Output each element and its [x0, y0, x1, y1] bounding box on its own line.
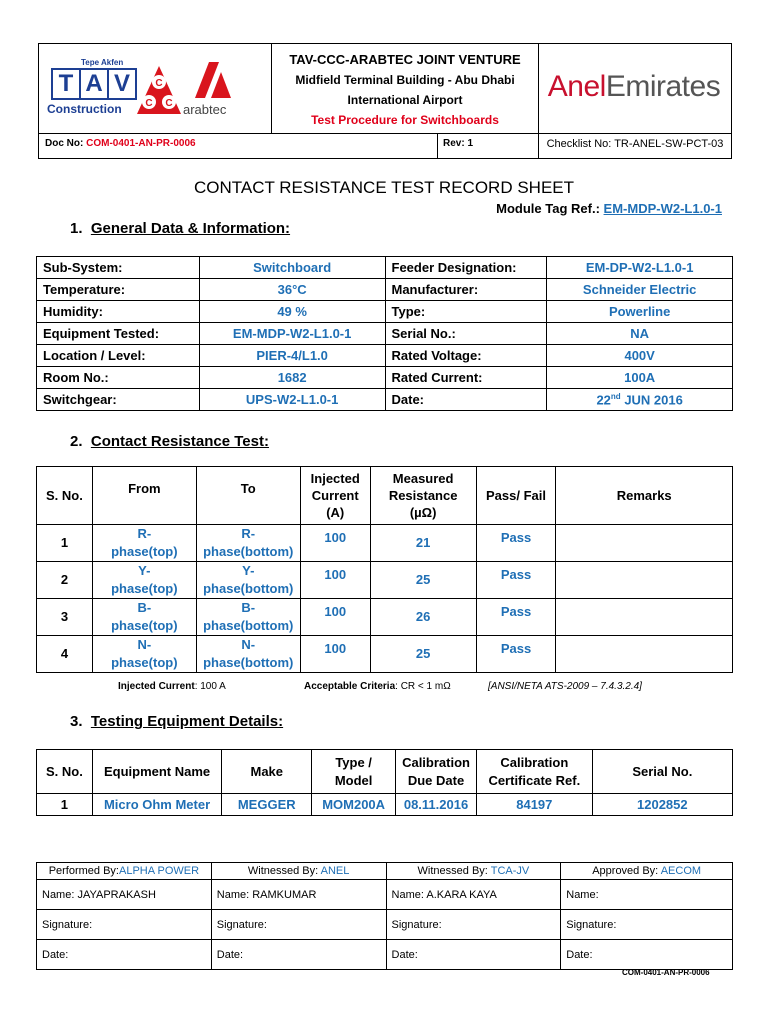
row-current: 100 — [300, 562, 370, 599]
col-eq-cal-due: Calibration Due Date — [396, 750, 477, 794]
header-titles — [272, 50, 538, 130]
general-row — [37, 279, 733, 301]
row-remarks — [556, 525, 733, 562]
signoff-header: Approved By: AECOM — [561, 863, 733, 880]
project-location: International Airport — [347, 93, 463, 107]
field-label: Humidity: — [37, 301, 200, 323]
row-to: Y- phase(bottom) — [196, 562, 300, 599]
row-sno: 1 — [37, 525, 93, 562]
arabtec-logo-icon — [187, 58, 235, 102]
col-from: From — [92, 467, 196, 525]
field-label: Temperature: — [37, 279, 200, 301]
row-result: Pass — [476, 525, 556, 562]
anel-emirates-logo: AnelEmirates — [547, 70, 721, 103]
section-3-title: 3. Testing Equipment Details: — [70, 713, 284, 730]
page-title: CONTACT RESISTANCE TEST RECORD SHEET — [193, 178, 575, 197]
general-data-table — [36, 256, 733, 411]
general-row — [37, 367, 733, 389]
field-label: Feeder Designation: — [385, 257, 547, 279]
row-result: Pass — [476, 599, 556, 636]
field-label: Location / Level: — [37, 345, 200, 367]
col-remarks: Remarks — [556, 467, 733, 525]
field-value: 100A — [547, 367, 733, 389]
signoff-signature-cell: Signature: — [561, 910, 733, 940]
row-sno: 4 — [37, 636, 93, 673]
contractor-logo: Tepe Akfen T A V Construction C C C arabtec — [47, 58, 262, 120]
field-label: Rated Current: — [385, 367, 547, 389]
signoff-date-cell: Date: — [211, 940, 386, 970]
signoff-row — [37, 910, 733, 940]
signoff-date-cell: Date: — [561, 940, 733, 970]
row-from: B- phase(top) — [92, 599, 196, 636]
row-current: 100 — [300, 599, 370, 636]
row-result: Pass — [476, 562, 556, 599]
signoff-date-cell: Date: — [386, 940, 561, 970]
eq-cal-due: 08.11.2016 — [396, 794, 477, 816]
testing-equipment-table — [36, 749, 733, 816]
col-eq-serial: Serial No. — [592, 750, 732, 794]
signoff-header: Performed By:ALPHA POWER — [37, 863, 212, 880]
signoff-date-cell: Date: — [37, 940, 212, 970]
row-resistance: 25 — [370, 636, 476, 673]
signoff-row — [37, 940, 733, 970]
signoff-name-cell: Name: — [561, 880, 733, 910]
eq-type: MOM200A — [312, 794, 396, 816]
eq-serial: 1202852 — [592, 794, 732, 816]
signoff-header: Witnessed By: TCA-JV — [386, 863, 561, 880]
contact-resistance-table — [36, 466, 733, 673]
general-row — [37, 323, 733, 345]
col-eq-cal-cert: Calibration Certificate Ref. — [476, 750, 592, 794]
row-sno: 2 — [37, 562, 93, 599]
procedure-name: Test Procedure for Switchboards — [311, 113, 499, 127]
svg-text:C: C — [155, 78, 163, 89]
col-eq-type: Type / Model — [312, 750, 396, 794]
field-value: Schneider Electric — [547, 279, 733, 301]
row-from: N- phase(top) — [92, 636, 196, 673]
field-label: Room No.: — [37, 367, 200, 389]
signoff-name-cell: Name: RAMKUMAR — [211, 880, 386, 910]
row-from: Y- phase(top) — [92, 562, 196, 599]
row-current: 100 — [300, 636, 370, 673]
table-row — [37, 636, 733, 673]
row-remarks — [556, 599, 733, 636]
field-label: Sub-System: — [37, 257, 200, 279]
eq-name: Micro Ohm Meter — [92, 794, 222, 816]
checklist-no: Checklist No: TR-ANEL-SW-PCT-03 — [546, 138, 724, 150]
eq-cal-cert: 84197 — [476, 794, 592, 816]
signoff-signature-cell: Signature: — [386, 910, 561, 940]
jv-name: TAV-CCC-ARABTEC JOINT VENTURE — [289, 52, 521, 67]
module-tag-ref: Module Tag Ref.: EM-MDP-W2-L1.0-1 — [496, 201, 722, 216]
footer-doc-ref: COM-0401-AN-PR-0006 — [622, 968, 710, 977]
col-sno: S. No. — [37, 467, 93, 525]
field-value: 1682 — [199, 367, 385, 389]
col-to: To — [196, 467, 300, 525]
field-label: Switchgear: — [37, 389, 200, 411]
row-resistance: 21 — [370, 525, 476, 562]
field-value: UPS-W2-L1.0-1 — [199, 389, 385, 411]
table-row — [37, 599, 733, 636]
general-row — [37, 301, 733, 323]
section-1-title: 1. General Data & Information: — [70, 220, 291, 237]
eq-sno: 1 — [37, 794, 93, 816]
row-remarks — [556, 636, 733, 673]
row-current: 100 — [300, 525, 370, 562]
field-value: EM-MDP-W2-L1.0-1 — [199, 323, 385, 345]
test-notes: Injected Current: 100 A — [118, 681, 226, 692]
doc-no: Doc No: COM-0401-AN-PR-0006 — [45, 138, 196, 149]
general-row — [37, 257, 733, 279]
row-sno: 3 — [37, 599, 93, 636]
col-measured-resistance: Measured Resistance (µΩ) — [370, 467, 476, 525]
ccc-logo-icon — [135, 64, 183, 116]
revision: Rev: 1 — [443, 138, 474, 149]
field-value: 49 % — [199, 301, 385, 323]
col-injected-current: Injected Current (A) — [300, 467, 370, 525]
signoff-signature-cell: Signature: — [37, 910, 212, 940]
field-label: Manufacturer: — [385, 279, 547, 301]
field-value: 400V — [547, 345, 733, 367]
document-header — [38, 43, 732, 159]
field-value: PIER-4/L1.0 — [199, 345, 385, 367]
field-value: Switchboard — [199, 257, 385, 279]
col-eq-make: Make — [222, 750, 312, 794]
general-row — [37, 345, 733, 367]
signoff-signature-cell: Signature: — [211, 910, 386, 940]
col-pass-fail: Pass/ Fail — [476, 467, 556, 525]
signoff-name-cell: Name: JAYAPRAKASH — [37, 880, 212, 910]
field-value: 36°C — [199, 279, 385, 301]
section-2-title: 2. Contact Resistance Test: — [70, 433, 269, 450]
field-label: Equipment Tested: — [37, 323, 200, 345]
col-eq-sno: S. No. — [37, 750, 93, 794]
field-value: EM-DP-W2-L1.0-1 — [547, 257, 733, 279]
svg-text:C: C — [165, 98, 173, 109]
tav-logo-mark: T A V — [51, 68, 137, 100]
row-resistance: 25 — [370, 562, 476, 599]
svg-text:C: C — [145, 98, 153, 109]
field-label: Type: — [385, 301, 547, 323]
field-label: Serial No.: — [385, 323, 547, 345]
acceptance-criteria: Acceptable Criteria: CR < 1 mΩ — [304, 681, 451, 692]
field-value: Powerline — [547, 301, 733, 323]
row-from: R- phase(top) — [92, 525, 196, 562]
signoff-name-cell: Name: A.KARA KAYA — [386, 880, 561, 910]
row-resistance: 26 — [370, 599, 476, 636]
signoff-table — [36, 862, 733, 970]
field-value: NA — [547, 323, 733, 345]
row-to: R- phase(bottom) — [196, 525, 300, 562]
field-value: 22nd JUN 2016 — [547, 389, 733, 411]
general-row — [37, 389, 733, 411]
signoff-row — [37, 880, 733, 910]
project-name: Midfield Terminal Building - Abu Dhabi — [295, 73, 515, 87]
table-row — [37, 794, 733, 816]
field-label: Rated Voltage: — [385, 345, 547, 367]
row-result: Pass — [476, 636, 556, 673]
row-to: N- phase(bottom) — [196, 636, 300, 673]
col-eq-name: Equipment Name — [92, 750, 222, 794]
row-to: B- phase(bottom) — [196, 599, 300, 636]
table-row — [37, 562, 733, 599]
table-row — [37, 525, 733, 562]
signoff-header: Witnessed By: ANEL — [211, 863, 386, 880]
field-label: Date: — [385, 389, 547, 411]
standard-reference: [ANSI/NETA ATS-2009 – 7.4.3.2.4] — [488, 681, 642, 692]
eq-make: MEGGER — [222, 794, 312, 816]
row-remarks — [556, 562, 733, 599]
